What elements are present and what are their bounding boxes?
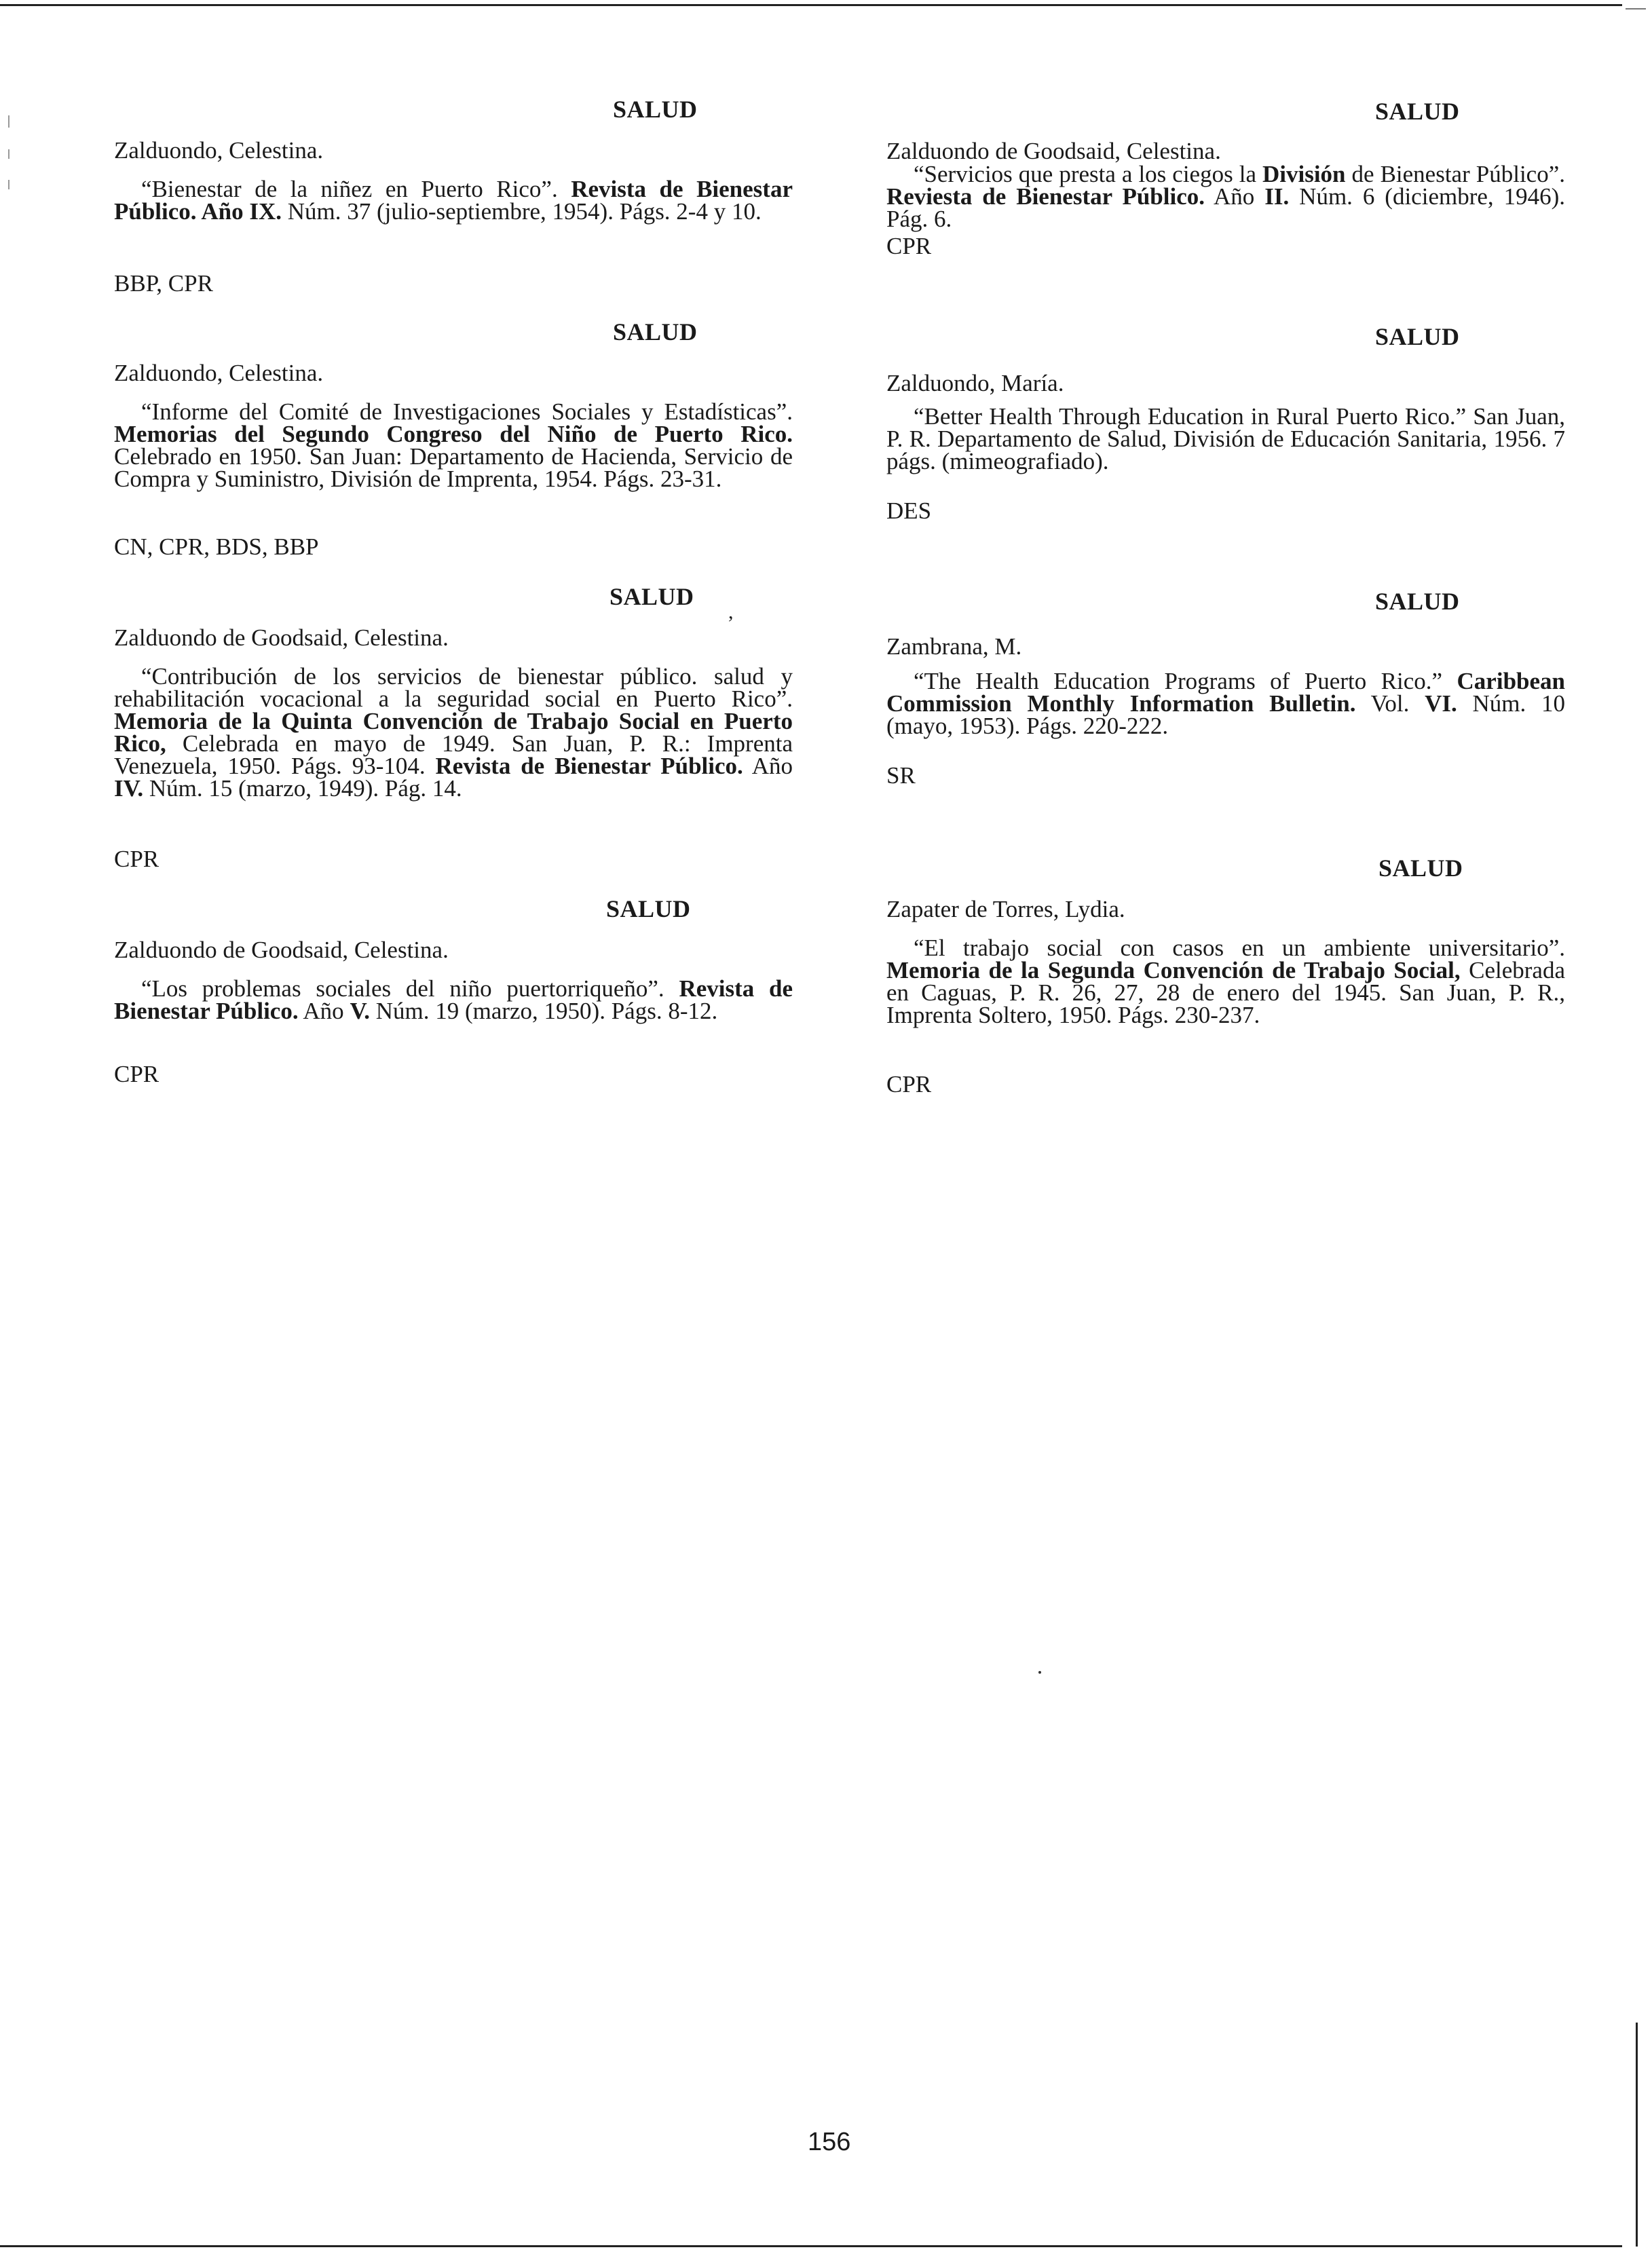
entry-author: Zalduondo, Celestina. (114, 360, 324, 386)
citation-title-segment: Memoria de la Segunda Convención de Trabajo Social, (886, 957, 1461, 983)
subject-heading: SALUD (1375, 323, 1460, 350)
entry-author: Zalduondo, Celestina. (114, 137, 324, 164)
subject-heading: SALUD (609, 583, 694, 610)
entry-source: SR (886, 762, 916, 789)
citation-text-segment: “Better Health Through Education in Rural Puerto Rico.” San Juan, P. R. Departamento de Salud, División de Educación Sanitaria, 1956. 7 págs. (mimeografiado). (886, 403, 1565, 474)
citation-title-segment: II. (1264, 183, 1290, 210)
stray-dot (1038, 1671, 1041, 1674)
citation-title-segment: VI. (1425, 690, 1457, 717)
entry-source: CN, CPR, BDS, BBP (114, 533, 319, 560)
entry-author: Zapater de Torres, Lydia. (886, 896, 1125, 922)
citation-text-segment: “Informe del Comité de Investigaciones Sociales y Estadísticas”. (141, 398, 793, 425)
citation-text-segment: de Bienestar Público”. (1345, 161, 1565, 187)
subject-heading: SALUD (613, 96, 698, 123)
citation-title-segment: Reviesta de Bienestar Público. (886, 183, 1205, 210)
entry-citation (114, 977, 793, 1022)
citation-text-segment: “Contribución de los servicios de bienestar público. salud y rehabilitación vocacional a la seguridad social en Puerto Rico”. (114, 663, 793, 712)
subject-heading: SALUD (606, 895, 691, 922)
page-edge-bottom (0, 2245, 1622, 2247)
entry-citation (114, 665, 793, 800)
citation-text-segment: Celebrada en Caguas, P. R. 26, 27, 28 de enero del 1945. San Juan, P. R., Imprenta Soltero, 1950. Págs. 230-237. (886, 957, 1565, 1028)
page-edge-tick (1626, 8, 1646, 10)
entry-source: CPR (886, 1071, 932, 1097)
citation-title-segment: Caribbean Commission Monthly Information Bulletin. (886, 668, 1565, 717)
entry-citation (886, 405, 1565, 472)
citation-text-segment: “El trabajo social con casos en un ambiente universitario”. (914, 935, 1565, 961)
entry-author: Zambrana, M. (886, 633, 1022, 660)
citation-text-segment: Núm. 37 (julio-septiembre, 1954). Págs. 2-4 y 10. (282, 198, 762, 225)
stray-mark: , (728, 601, 734, 623)
subject-heading: SALUD (1378, 854, 1463, 882)
margin-tick (8, 115, 10, 128)
citation-title-segment: División (1262, 161, 1346, 187)
citation-title-segment: Revista de Bienestar Público. (114, 975, 793, 1024)
entry-citation (114, 400, 793, 490)
citation-text-segment: Núm. 15 (marzo, 1949). Pág. 14. (143, 775, 462, 802)
entry-source: DES (886, 497, 932, 524)
citation-text-segment: “Bienestar de la niñez en Puerto Rico”. (141, 176, 571, 202)
margin-tick (8, 149, 10, 159)
citation-title-segment: Memoria de la Quinta Convención de Trabajo Social en Puerto Rico, (114, 708, 793, 757)
entry-author: Zalduondo de Goodsaid, Celestina. (886, 138, 1221, 164)
subject-heading: SALUD (1375, 98, 1460, 125)
citation-text-segment: Celebrada en mayo de 1949. San Juan, P. R.: Imprenta Venezuela, 1950. Págs. 93-104. (114, 730, 793, 779)
entry-author: Zalduondo de Goodsaid, Celestina. (114, 937, 449, 963)
citation-text-segment: Año (298, 998, 350, 1024)
entry-author: Zalduondo de Goodsaid, Celestina. (114, 624, 449, 651)
entry-source: CPR (114, 846, 159, 872)
citation-text-segment: “The Health Education Programs of Puerto Rico.” (914, 668, 1457, 694)
page-number: 156 (808, 2128, 851, 2156)
citation-text-segment: “Los problemas sociales del niño puertorriqueño”. (141, 975, 679, 1002)
entry-source: CPR (114, 1061, 159, 1087)
citation-text-segment: Núm. 19 (marzo, 1950). Págs. 8-12. (369, 998, 718, 1024)
entry-citation (114, 178, 793, 223)
margin-tick (8, 180, 10, 189)
citation-title-segment: Memorias del Segundo Congreso del Niño de Puerto Rico. (114, 421, 793, 447)
citation-text-segment: Vol. (1355, 690, 1425, 717)
citation-text-segment: “Servicios que presta a los ciegos la (914, 161, 1262, 187)
subject-heading: SALUD (613, 318, 698, 345)
citation-title-segment: Revista de Bienestar Público. Año IX. (114, 176, 793, 225)
citation-text-segment: Año (1205, 183, 1265, 210)
entry-source: CPR (886, 233, 932, 259)
page-edge-right (1636, 2023, 1638, 2247)
citation-text-segment: Núm. 10 (mayo, 1953). Págs. 220-222. (886, 690, 1566, 739)
entry-source: BBP, CPR (114, 270, 213, 297)
citation-title-segment: Revista de Bienestar Público. (435, 753, 743, 779)
citation-title-segment: IV. (114, 775, 144, 802)
entry-citation (886, 670, 1565, 737)
entry-citation (886, 937, 1565, 1026)
citation-text-segment: Año (743, 753, 793, 779)
citation-title-segment: V. (350, 998, 370, 1024)
citation-text-segment: Núm. 6 (diciembre, 1946). Pág. 6. (886, 183, 1565, 232)
entry-author: Zalduondo, María. (886, 370, 1064, 396)
subject-heading: SALUD (1375, 588, 1460, 615)
citation-text-segment: Celebrado en 1950. San Juan: Departamento de Hacienda, Servicio de Compra y Suministro, División de Imprenta, 1954. Págs. 23-31. (114, 443, 793, 492)
page-edge-top (0, 4, 1622, 6)
entry-citation (886, 163, 1565, 230)
